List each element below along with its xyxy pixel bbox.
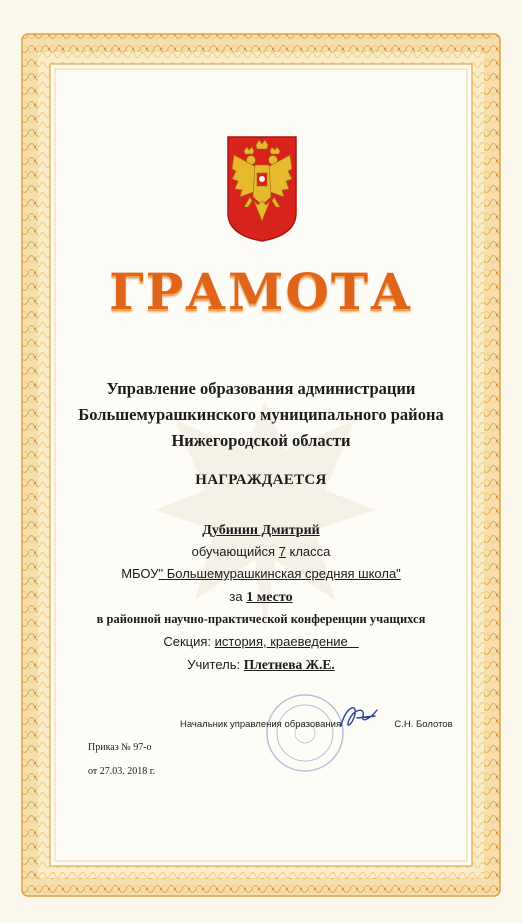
grade-value: 7 [278, 544, 286, 559]
signature-row [180, 719, 460, 730]
place-value: 1 место [246, 590, 293, 605]
school-prefix: МБОУ [121, 566, 159, 581]
issuer-line: Управление образования администрации [106, 379, 416, 398]
signature-icon [335, 700, 383, 734]
teacher-name: Плетнева Ж.Е. [243, 657, 335, 672]
issuer-block [70, 376, 452, 454]
order-number: Приказ № 97-о [88, 742, 152, 753]
place-line [0, 589, 522, 606]
school-line [0, 566, 522, 581]
grade-suffix: класса [289, 544, 331, 559]
section-value: история, краеведение [214, 634, 348, 649]
school-name: " Большемурашкинская средняя школа" [158, 566, 401, 581]
issuer-line: Нижегородской области [171, 431, 351, 450]
section-line [0, 634, 522, 649]
issuer-line: Большемурашкинского муниципального района [78, 405, 444, 424]
section-label: Секция: [163, 634, 212, 649]
head-name: С.Н. Болотов [394, 719, 453, 730]
grade-line [0, 544, 522, 559]
student-prefix: обучающийся [191, 544, 276, 559]
teacher-line [0, 657, 522, 673]
teacher-label: Учитель: [187, 657, 241, 672]
russian-coat-of-arms-icon [226, 135, 298, 243]
awarded-label: НАГРАЖДАЕТСЯ [195, 472, 327, 488]
order-date: от 27.03. 2018 г. [88, 766, 156, 777]
recipient-line [0, 522, 522, 539]
recipient-name: Дубинин Дмитрий [202, 523, 320, 538]
for-prefix: за [229, 589, 243, 604]
head-title: Начальник управления образования [180, 719, 342, 730]
event-line: в районной научно-практической конференции учащихся [96, 612, 426, 626]
certificate-title: ГРАМОТА [109, 262, 413, 321]
